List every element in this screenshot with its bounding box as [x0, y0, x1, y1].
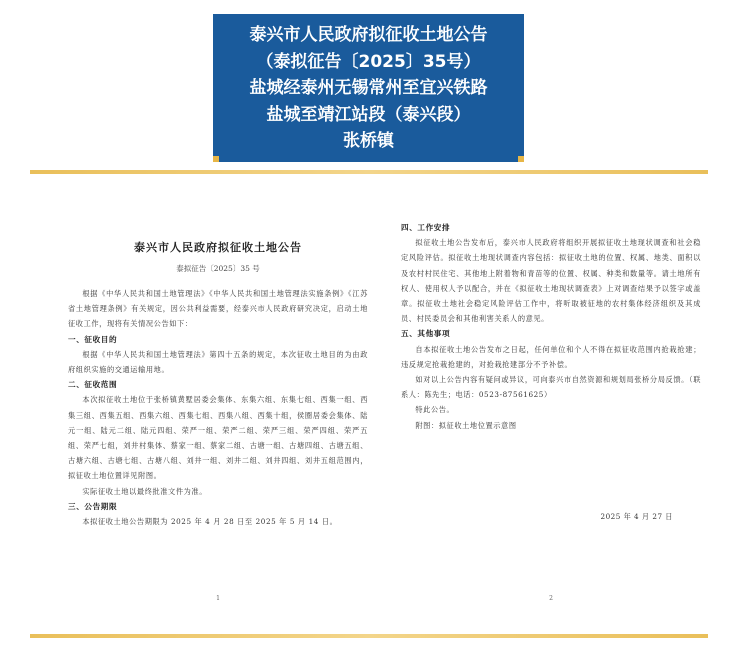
- publication-date: 2025 年 4 月 27 日: [600, 512, 673, 521]
- doc-title: 泰兴市人民政府拟征收土地公告: [134, 241, 302, 254]
- section-5-text-2: 如对以上公告内容有疑问或异议，可向泰兴市自然资源和规划局张桥分局反馈。（联系人：陈先生；电话：0523-87561625）: [401, 375, 701, 400]
- attachment-note: 附图：拟征收土地位置示意图: [415, 420, 517, 430]
- section-1-text: 根据《中华人民共和国土地管理法》第四十五条的规定，本次征收土地目的为由政府组织实施的交通运输用地。: [68, 349, 368, 375]
- page-number-2: 2: [549, 594, 553, 602]
- intro-paragraph: 根据《中华人民共和国土地管理法》《中华人民共和国土地管理法实施条例》《江苏省土地管理条例》有关规定，因公共利益需要，经泰兴市人民政府研究决定，启动土地征收工作，现将有关情况公告如下：: [68, 289, 368, 329]
- banner-line-3: 盐城经泰州无锡常州至宜兴铁路: [249, 78, 488, 98]
- doc-number: 泰拟征告〔2025〕35 号: [176, 264, 260, 273]
- document-page-1: [48, 216, 388, 626]
- page2-body: [401, 220, 701, 433]
- banner-line-4: 盐城至靖江站段（泰兴段）: [266, 104, 471, 125]
- section-2-text: 本次拟征收土地位于张桥镇黄墅居委会集体、东集六组、东集七组、西集一组、西集三组、西集五组、西集六组、西集七组、西集八组、西集十组，侯圈居委会集体、陆元一组、陆元二组、陆元四组、荣严一组、荣严二组、荣严三组、荣严四组、荣严五组、荣严七组，刘井村集体、蔡家一组、蔡家二组、古塘一组、古塘四组、古塘五组、古塘六组、古塘七组、古塘八组、刘井一组、刘井二组、刘井四组、刘井五组范围内，拟征收土地位置详见附图。: [68, 395, 368, 481]
- page-number-1: 1: [216, 594, 220, 602]
- bottom-gold-divider: [30, 634, 708, 638]
- top-gold-divider: [30, 170, 708, 174]
- banner-line-5: 张桥镇: [343, 131, 394, 151]
- banner-accent-right: [518, 156, 524, 162]
- title-banner: [213, 14, 524, 162]
- section-3-heading: 三、公告期限: [68, 501, 118, 511]
- section-4-heading: 四、工作安排: [401, 223, 451, 232]
- section-5-heading: 五、其他事项: [401, 329, 451, 339]
- banner-line-1: 泰兴市人民政府拟征收土地公告: [249, 25, 488, 45]
- document-page-2: [381, 216, 721, 626]
- section-2-heading: 二、征收范围: [68, 380, 118, 390]
- banner-accent-left: [213, 156, 219, 162]
- section-2-text-2: 实际征收土地以最终批准文件为准。: [82, 486, 207, 496]
- section-5-text-3: 特此公告。: [415, 405, 455, 415]
- section-5-text-1: 自本拟征收土地公告发布之日起，任何单位和个人不得在拟征收范围内抢栽抢建；违反规定抢栽抢建的，对抢栽抢建部分不予补偿。: [401, 344, 701, 369]
- section-3-text: 本拟征收土地公告期限为 2025 年 4 月 28 日至 2025 年 5 月 14 日。: [82, 517, 338, 527]
- section-4-text: 拟征收土地公告发布后，泰兴市人民政府将组织开展拟征收土地现状调查和社会稳定风险评估。拟征收土地现状调查内容包括：拟征收土地的位置、权属、地类、面积以及农村村民住宅、其他地上附着物和青苗等的位置、权属、种类和数量等。请土地所有权人、使用权人予以配合，并在《拟征收土地现状调查表》上对调查结果予以签字或盖章。拟征收土地社会稳定风险评估工作中，将听取被征地的农村集体经济组织及其成员、村民委员会和其他利害关系人的意见。: [401, 238, 701, 324]
- page1-body: [68, 286, 368, 529]
- banner-line-2: （泰拟征告〔2025〕35号）: [256, 51, 481, 72]
- section-1-heading: 一、征收目的: [68, 334, 118, 344]
